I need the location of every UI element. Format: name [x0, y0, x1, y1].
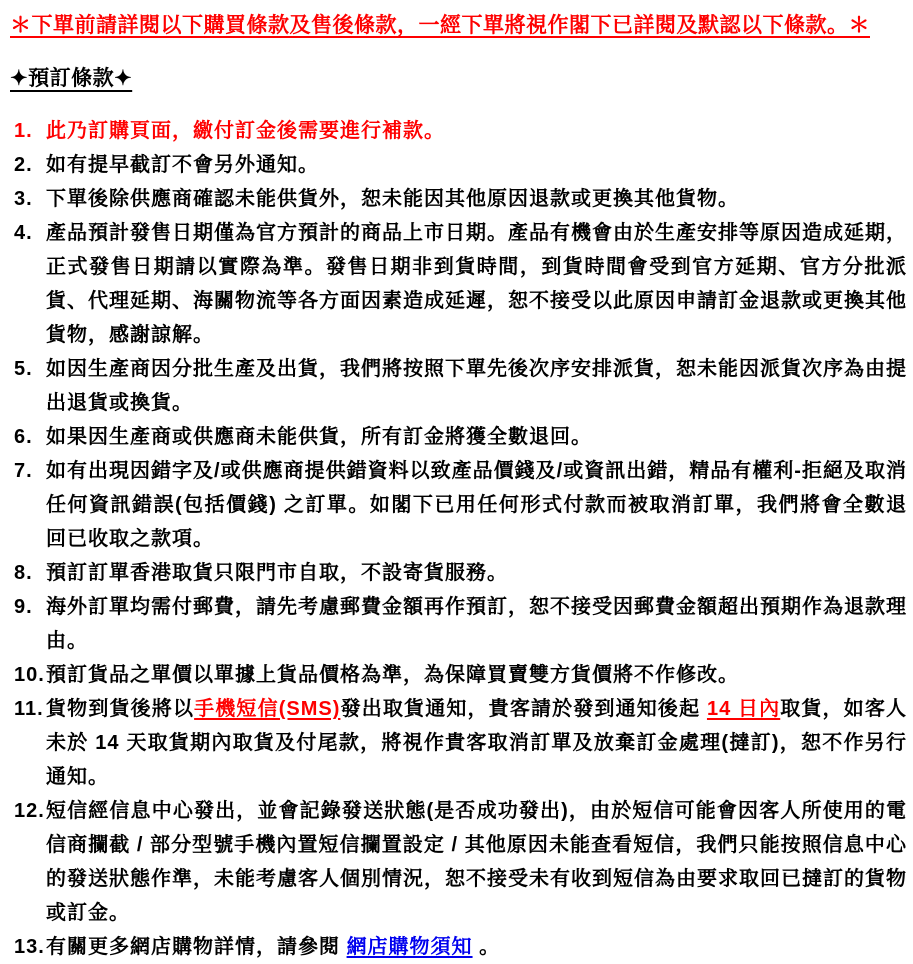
term-number: 11.	[14, 698, 44, 720]
term-text	[46, 590, 907, 658]
term-text-segment: 短信經信息中心發出，並會記錄發送狀態(是否成功發出)，由於短信可能會因客人所使用的電信商攔截 / 部分型號手機內置短信攔置設定 / 其他原因未能查看短信，我們只能按照信息中心的發送狀態作準，未能考慮客人個別情況，恕不接受未有收到短信為由要求取回已撻訂的貨物或訂金。	[46, 800, 907, 924]
term-item	[10, 148, 907, 182]
term-text	[46, 658, 907, 692]
shop-guide-link[interactable]: 網店購物須知	[346, 936, 473, 958]
term-item	[10, 692, 907, 794]
term-text-segment: 預訂訂單香港取貨只限門市自取，不設寄貨服務。	[46, 562, 508, 584]
term-number: 8.	[14, 562, 33, 584]
pickup-deadline-emphasis: 14 日內	[706, 698, 781, 720]
term-text-segment: 產品預計發售日期僅為官方預計的商品上市日期。產品有機會由於生產安排等原因造成延期，正式發售日期請以實際為準。發售日期非到貨時間，到貨時間會受到官方延期、官方分批派貨、代理延期、海關物流等各方面因素造成延遲，恕不接受以此原因申請訂金退款或更換其他貨物，感謝諒解。	[46, 222, 907, 346]
term-text-segment: 下單後除供應商確認未能供貨外，恕未能因其他原因退款或更換其他貨物。	[46, 188, 739, 210]
term-number: 6.	[14, 426, 33, 448]
term-number: 4.	[14, 222, 33, 244]
term-item	[10, 216, 907, 352]
purchase-terms-notice: ＊下單前請詳閱以下購買條款及售後條款，一經下單將視作閣下已詳閱及默認以下條款。＊	[10, 14, 870, 37]
term-text-segment: 如因生產商因分批生產及出貨，我們將按照下單先後次序安排派貨，恕未能因派貨次序為由提出退貨或換貨。	[46, 358, 907, 414]
term-item	[10, 454, 907, 556]
term-item	[10, 352, 907, 420]
term-text	[46, 692, 907, 794]
term-item	[10, 556, 907, 590]
term-item	[10, 794, 907, 930]
term-text	[46, 556, 907, 590]
term-number: 12.	[14, 800, 45, 822]
sms-notice-emphasis: 手機短信(SMS)	[194, 698, 341, 720]
term-text-segment: 預訂貨品之單價以單據上貨品價格為準，為保障買賣雙方貨價將不作修改。	[46, 664, 739, 686]
term-text	[46, 454, 907, 556]
preorder-terms-title: ✦預訂條款✦	[10, 67, 133, 90]
term-text	[46, 352, 907, 420]
term-text-segment: 此乃訂購頁面，繳付訂金後需要進行補款。	[46, 120, 445, 142]
term-number: 10.	[14, 664, 45, 686]
term-item	[10, 420, 907, 454]
term-number: 1.	[14, 120, 33, 142]
term-text-segment: 貨物到貨後將以	[46, 698, 195, 720]
term-number: 2.	[14, 154, 33, 176]
terms-list	[10, 114, 907, 964]
term-text-segment: 如果因生產商或供應商未能供貨，所有訂金將獲全數退回。	[46, 426, 592, 448]
term-item	[10, 590, 907, 658]
term-item	[10, 930, 907, 964]
term-number: 3.	[14, 188, 33, 210]
term-text	[46, 930, 907, 964]
term-number: 9.	[14, 596, 33, 618]
term-text	[46, 794, 907, 930]
term-text-segment: 。	[472, 936, 501, 958]
term-number: 7.	[14, 460, 33, 482]
term-item	[10, 114, 907, 148]
term-text-segment: 發出取貨通知，貴客請於發到通知後起	[340, 698, 707, 720]
term-item	[10, 182, 907, 216]
term-number: 5.	[14, 358, 33, 380]
term-text-segment: 海外訂單均需付郵費，請先考慮郵費金額再作預訂，恕不接受因郵費金額超出預期作為退款理由。	[46, 596, 907, 652]
term-text	[46, 216, 907, 352]
term-number: 13.	[14, 936, 45, 958]
term-text-segment: 如有提早截訂不會另外通知。	[46, 154, 319, 176]
term-text-segment: 有關更多網店購物詳情，請參閱	[46, 936, 347, 958]
term-text	[46, 420, 907, 454]
term-text-segment: 如有出現因錯字及/或供應商提供錯資料以致產品價錢及/或資訊出錯，精品有權利-拒絕及取消任何資訊錯誤(包括價錢) 之訂單。如閣下已用任何形式付款而被取消訂單，我們將會全數退回已收取之款項。	[46, 460, 907, 550]
term-text	[46, 182, 907, 216]
term-item	[10, 658, 907, 692]
term-text-segment: 取貨，如客人未於 14 天取貨期內取貨及付尾款，將視作貴客取消訂單及放棄訂金處理(撻訂)，恕不作另行通知。	[46, 698, 908, 788]
term-text	[46, 148, 907, 182]
term-text	[46, 114, 907, 148]
